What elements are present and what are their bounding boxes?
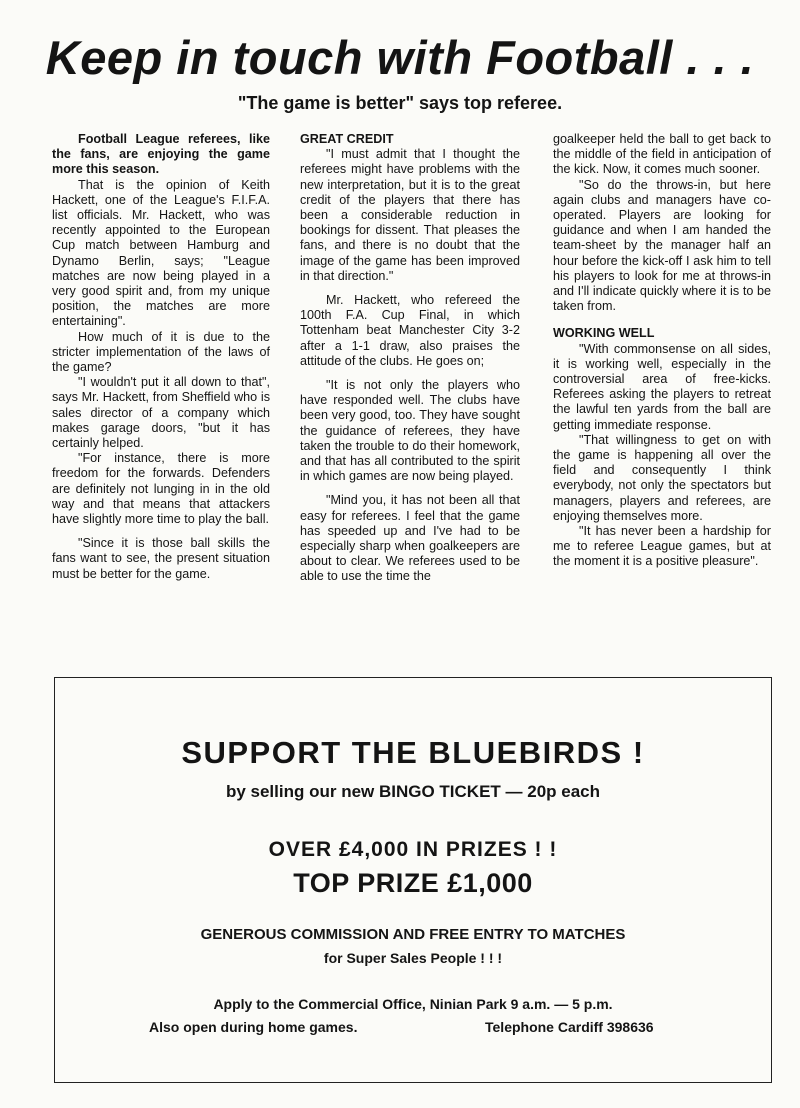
article-column-3 bbox=[553, 132, 771, 570]
article-paragraph: "For instance, there is more freedom for the forwards. Defenders are definitely not lunging in in the old way and that means that attackers have slightly more time to play the ball. bbox=[52, 451, 270, 527]
advert-telephone: Telephone Cardiff 398636 bbox=[485, 1019, 654, 1035]
article-paragraph: goalkeeper held the ball to get back to the middle of the field in anticipation of the kick. Now, it comes much sooner. bbox=[553, 132, 771, 177]
article-paragraph: "I must admit that I thought the referees might have problems with the new interpretation, but it is to the great credit of the players that there has been a considerable reduction in bookings for dissent. That pleases the fans, and there is no doubt that the image of the game has been improved in that direction." bbox=[300, 147, 520, 283]
bluebirds-advert-box bbox=[54, 677, 772, 1083]
article-intro: Football League referees, like the fans, are enjoying the game more this season. bbox=[52, 132, 270, 177]
advert-commission: GENEROUS COMMISSION AND FREE ENTRY TO MATCHES bbox=[200, 926, 626, 943]
article-paragraph: "With commonsense on all sides, it is working well, especially in the controversial area of free-kicks. Referees asking the players to retreat the lawful ten yards from the ball are getting immediate response. bbox=[553, 341, 771, 432]
article-paragraph: "Since it is those ball skills the fans want to see, the present situation must be better for the game. bbox=[52, 536, 270, 581]
article-paragraph: "That willingness to get on with the game is happening all over the field and consequently I think everybody, not only the spectators but managers, players and referees, are enjoying themselves more. bbox=[553, 432, 771, 523]
advert-headline: SUPPORT THE BLUEBIRDS ! bbox=[181, 735, 645, 770]
article-paragraph: How much of it is due to the stricter implementation of the laws of the game? bbox=[52, 329, 270, 375]
article-paragraph: "Mind you, it has not been all that easy for referees. I feel that the game has speeded up and I've had to be especially sharp when goalkeepers are about to clear. We referees used to be able to use the time the bbox=[300, 493, 520, 584]
page-title: Keep in touch with Football . . . bbox=[45, 31, 755, 84]
article-paragraph: "So do the throws-in, but here again clubs and managers have co-operated. Players are looking for guidance and when I am handed the team-sheet by the manager half an hour before the kick-off I ask him to tell his players to look for me at throws-in and I'll indicate quickly where it is to be taken from. bbox=[553, 177, 771, 314]
advert-open-hours: Also open during home games. bbox=[149, 1019, 358, 1035]
advert-subline: by selling our new BINGO TICKET — 20p each bbox=[225, 782, 601, 801]
advert-apply: Apply to the Commercial Office, Ninian Park 9 a.m. — 5 p.m. bbox=[213, 996, 613, 1012]
advert-top-prize: TOP PRIZE £1,000 bbox=[293, 868, 533, 898]
advert-prizes: OVER £4,000 IN PRIZES ! ! bbox=[268, 838, 558, 861]
article-column-2 bbox=[300, 132, 520, 585]
article-paragraph: "It is not only the players who have responded well. The clubs have been very good, too. They have sought the guidance of referees, they have taken the trouble to do their homework, and that has all contributed to the spirit in which games are now being played. bbox=[300, 378, 520, 484]
section-heading-working-well: WORKING WELL bbox=[553, 326, 655, 341]
article-column-1 bbox=[52, 132, 270, 582]
advert-sales-people: for Super Sales People ! ! ! bbox=[323, 950, 503, 966]
article-paragraph: "I wouldn't put it all down to that", says Mr. Hackett, from Sheffield who is sales director of a company which makes garage doors, "but it has certainly helped. bbox=[52, 375, 270, 451]
article-paragraph: Mr. Hackett, who refereed the 100th F.A. Cup Final, in which Tottenham beat Manchester City 3-2 after a 1-1 draw, also praises the attitude of the clubs. He goes on; bbox=[300, 293, 520, 368]
article-paragraph: "It has never been a hardship for me to referee League games, but at the moment it is a positive pleasure". bbox=[553, 524, 771, 569]
article-paragraph: That is the opinion of Keith Hackett, one of the League's F.I.F.A. list officials. Mr. Hackett, who was recently appointed to the European Cup match between Hamburg and Dynamo Berlin, says; "League matches are now being played in a very good spirit and, from my unique position, the matches are more entertaining". bbox=[52, 177, 270, 329]
section-heading-great-credit: GREAT CREDIT bbox=[300, 132, 394, 146]
article-subtitle: "The game is better" says top referee. bbox=[237, 93, 563, 113]
